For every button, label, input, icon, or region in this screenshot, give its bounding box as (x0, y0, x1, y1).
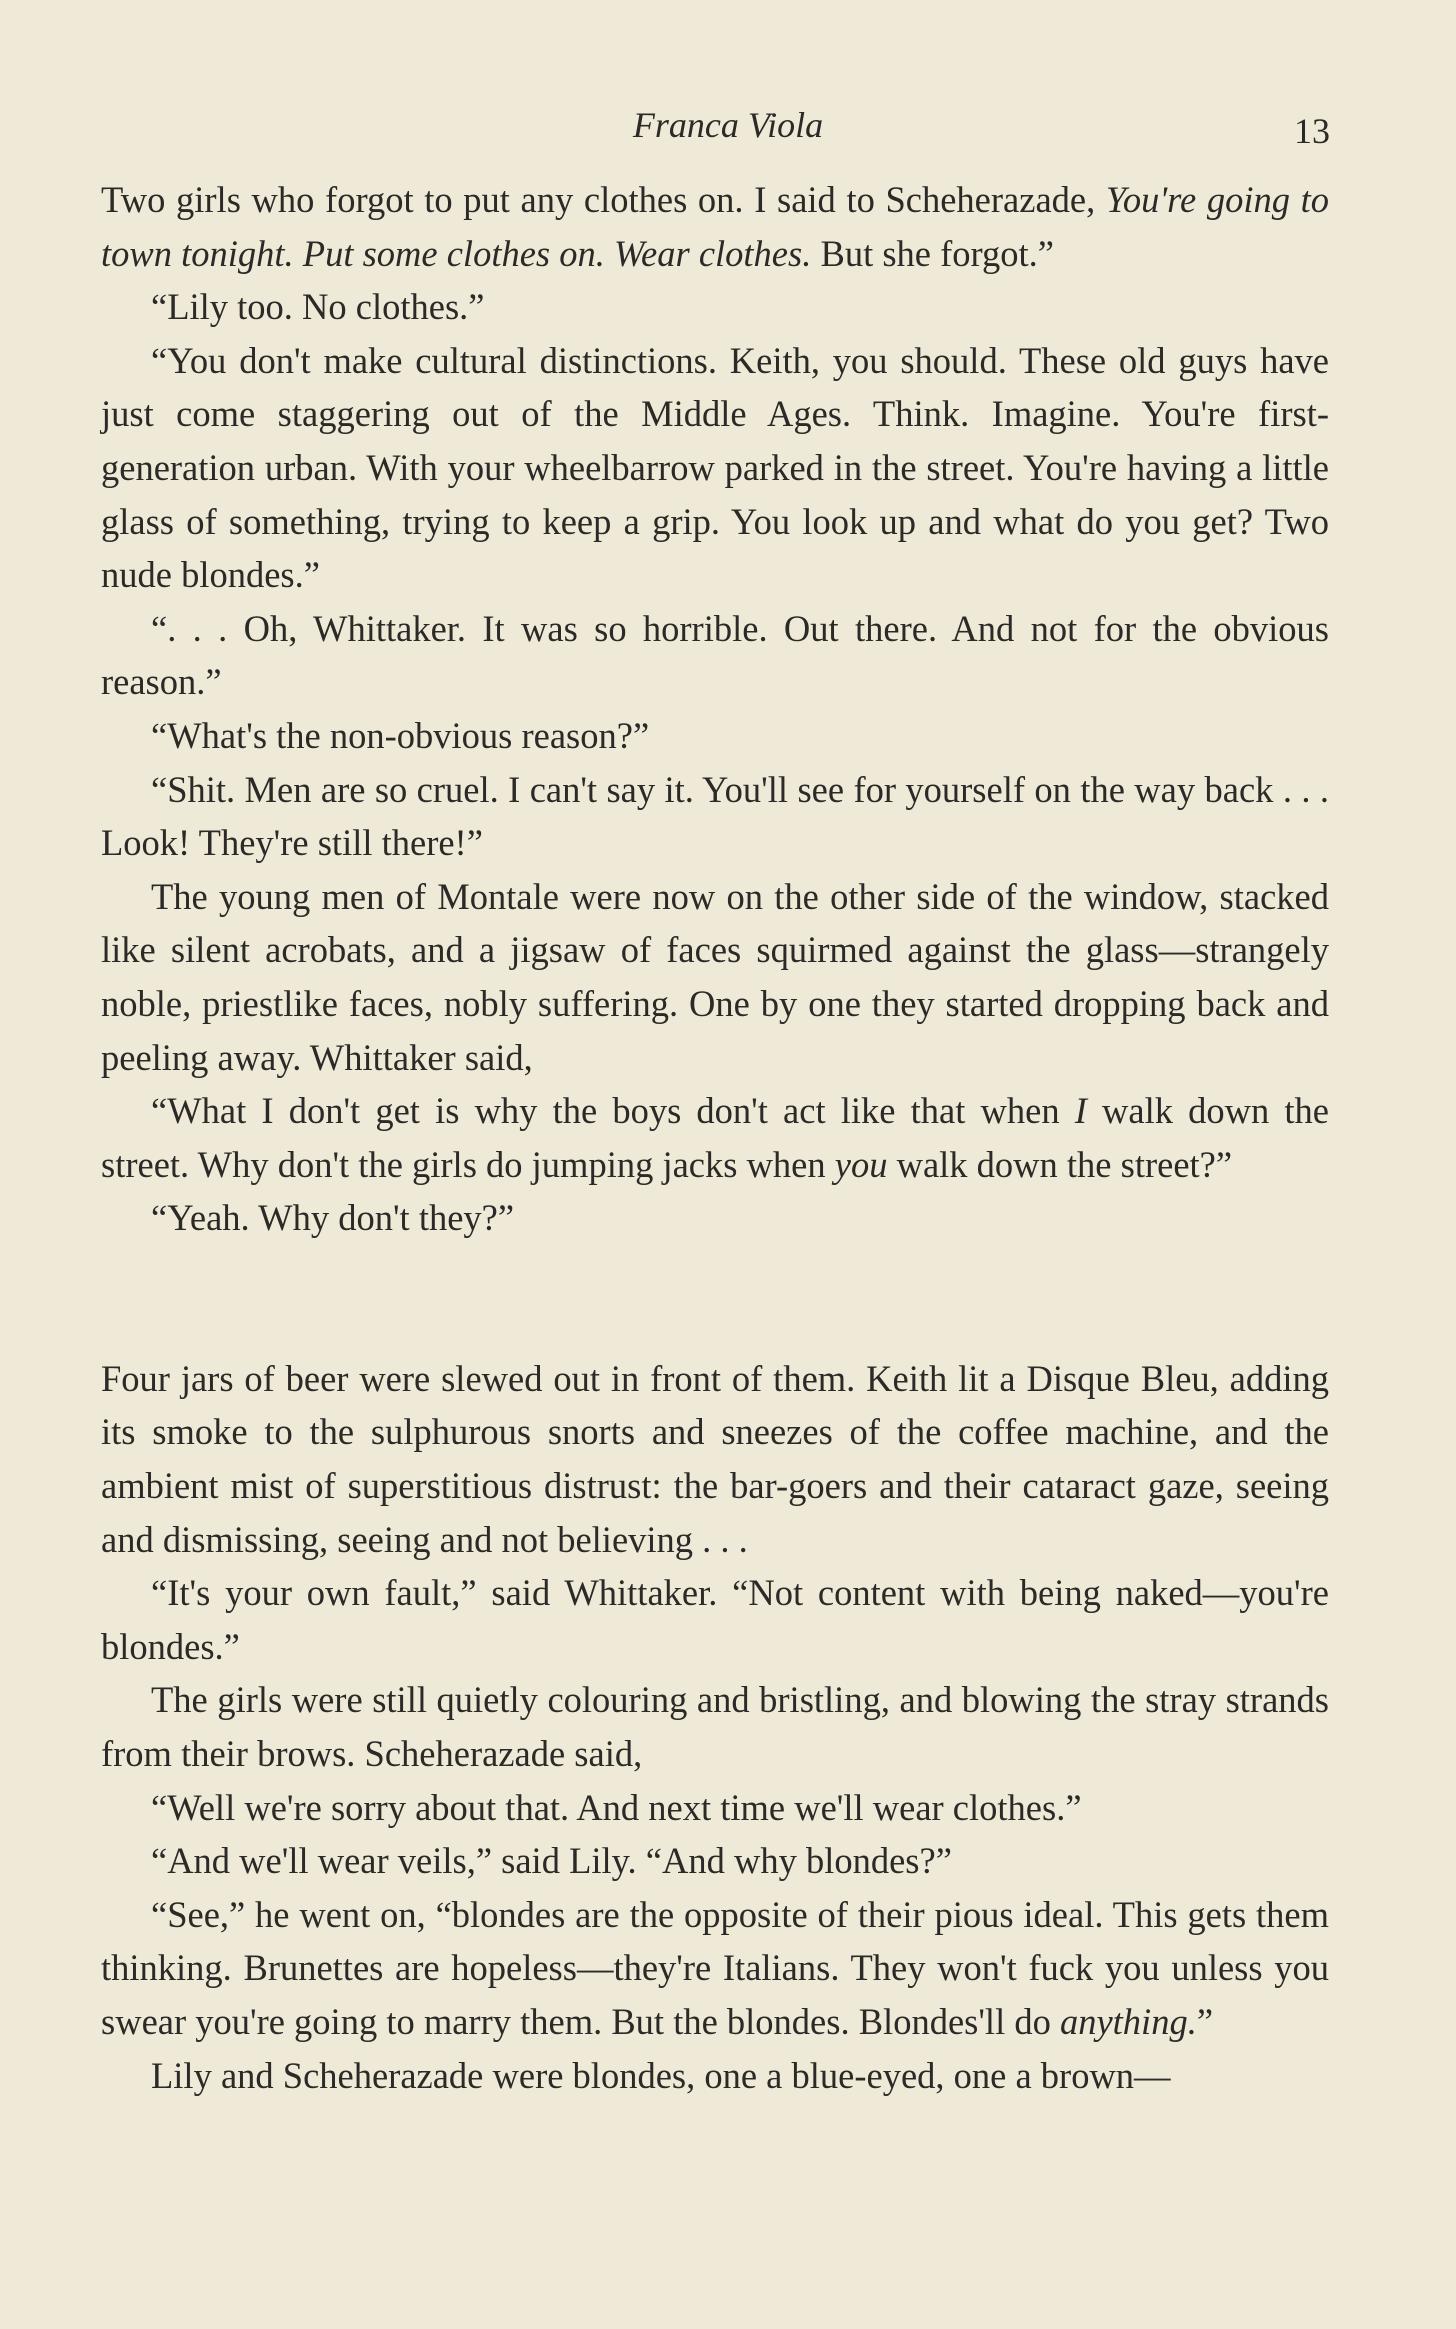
paragraph-text: “Lily too. No clothes.” (151, 286, 485, 328)
paragraph (101, 2049, 1329, 2103)
paragraph-text: “What's the non-obvious reason?” (151, 714, 650, 756)
body-text (101, 173, 1329, 2102)
italic-text: you (834, 1143, 888, 1185)
paragraph (101, 1834, 1329, 1888)
italic-text: I (1074, 1090, 1087, 1132)
paragraph (101, 1673, 1329, 1780)
paragraph-text: The young men of Montale were now on the other side of the window, stacked like silent acrobats, and a jigsaw of faces squirmed against the glass—strangely noble, priestlike faces, nobly suffering. One by one they started dropping back and peeling away. Whittaker said, (101, 875, 1329, 1078)
paragraph (101, 1566, 1329, 1673)
paragraph (101, 173, 1329, 280)
paragraph-text: Lily and Scheherazade were blondes, one a blue-eyed, one a brown— (151, 2054, 1171, 2096)
paragraph-text: “. . . Oh, Whittaker. It was so horrible. Out there. And not for the obvious reason.” (101, 607, 1329, 703)
paragraph (101, 1888, 1329, 2049)
paragraph-text: “Yeah. Why don't they?” (151, 1197, 515, 1239)
paragraph-text: walk down the street?” (887, 1143, 1233, 1185)
paragraph (101, 763, 1329, 870)
paragraph-text: “It's your own fault,” said Whittaker. “Not content with being naked—you're blondes.” (101, 1572, 1329, 1667)
paragraph-text: The girls were still quietly colouring and bristling, and blowing the stray strands from their brows. Scheherazade said, (101, 1679, 1329, 1775)
paragraph (101, 1781, 1329, 1835)
paragraph-text: “You don't make cultural distinctions. Keith, you should. These old guys have just come staggering out of the Middle Ages. Think. Imagine. You're first-generation urban. With your wheelbarrow parked in the street. You're having a little glass of something, trying to keep a grip. You look up and what do you get? Two nude blondes.” (101, 339, 1329, 596)
paragraph-text: “Well we're sorry about that. And next time we'll wear clothes.” (151, 1786, 1082, 1828)
paragraph-text: “What I don't get is why the boys don't act like that when (151, 1090, 1075, 1132)
paragraph-text: Two girls who forgot to put any clothes on. I said to Scheherazade, (101, 179, 1106, 220)
paragraph (101, 709, 1329, 763)
paragraph (101, 602, 1329, 709)
paragraph (101, 280, 1329, 334)
paragraph-text: Four jars of beer were slewed out in front of them. Keith lit a Disque Bleu, adding its smoke to the sulphurous snorts and sneezes of the coffee machine, and the ambient mist of superstitious distrust: the bar-goers and their cataract gaze, seeing and dismissing, seeing and not believing . . . (101, 1357, 1329, 1560)
paragraph-text: “See,” he went on, “blondes are the opposite of their pious ideal. This gets them thinking. Brunettes are hopeless—they're Italians. They won't fuck you unless you swear you're going to marry them. But the blondes. Blondes'll do (101, 1893, 1329, 2042)
paragraph-text: walk down the street. Why don't the girls do jumping jacks when (101, 1090, 1329, 1185)
paragraph-text: “Shit. Men are so cruel. I can't say it. You'll see for yourself on the way back . . . Look! They're still there!” (101, 768, 1329, 864)
paragraph (101, 1352, 1329, 1566)
paragraph (101, 870, 1329, 1084)
section-break (101, 1245, 1329, 1352)
paragraph (101, 1191, 1329, 1245)
running-title: Franca Viola (632, 105, 824, 145)
paragraph (101, 334, 1329, 602)
italic-text: anything. (1059, 2001, 1197, 2042)
paragraph-text: “And we'll wear veils,” said Lily. “And why blondes?” (151, 1840, 952, 1882)
paragraph (101, 1084, 1329, 1191)
page-number: 13 (1294, 111, 1330, 151)
paragraph-text: But she forgot.” (811, 232, 1054, 274)
italic-text: You're going to town tonight. Put some clothes on. Wear clothes. (101, 179, 1330, 274)
page-header (0, 104, 1456, 164)
paragraph-text: ” (1196, 2001, 1214, 2042)
